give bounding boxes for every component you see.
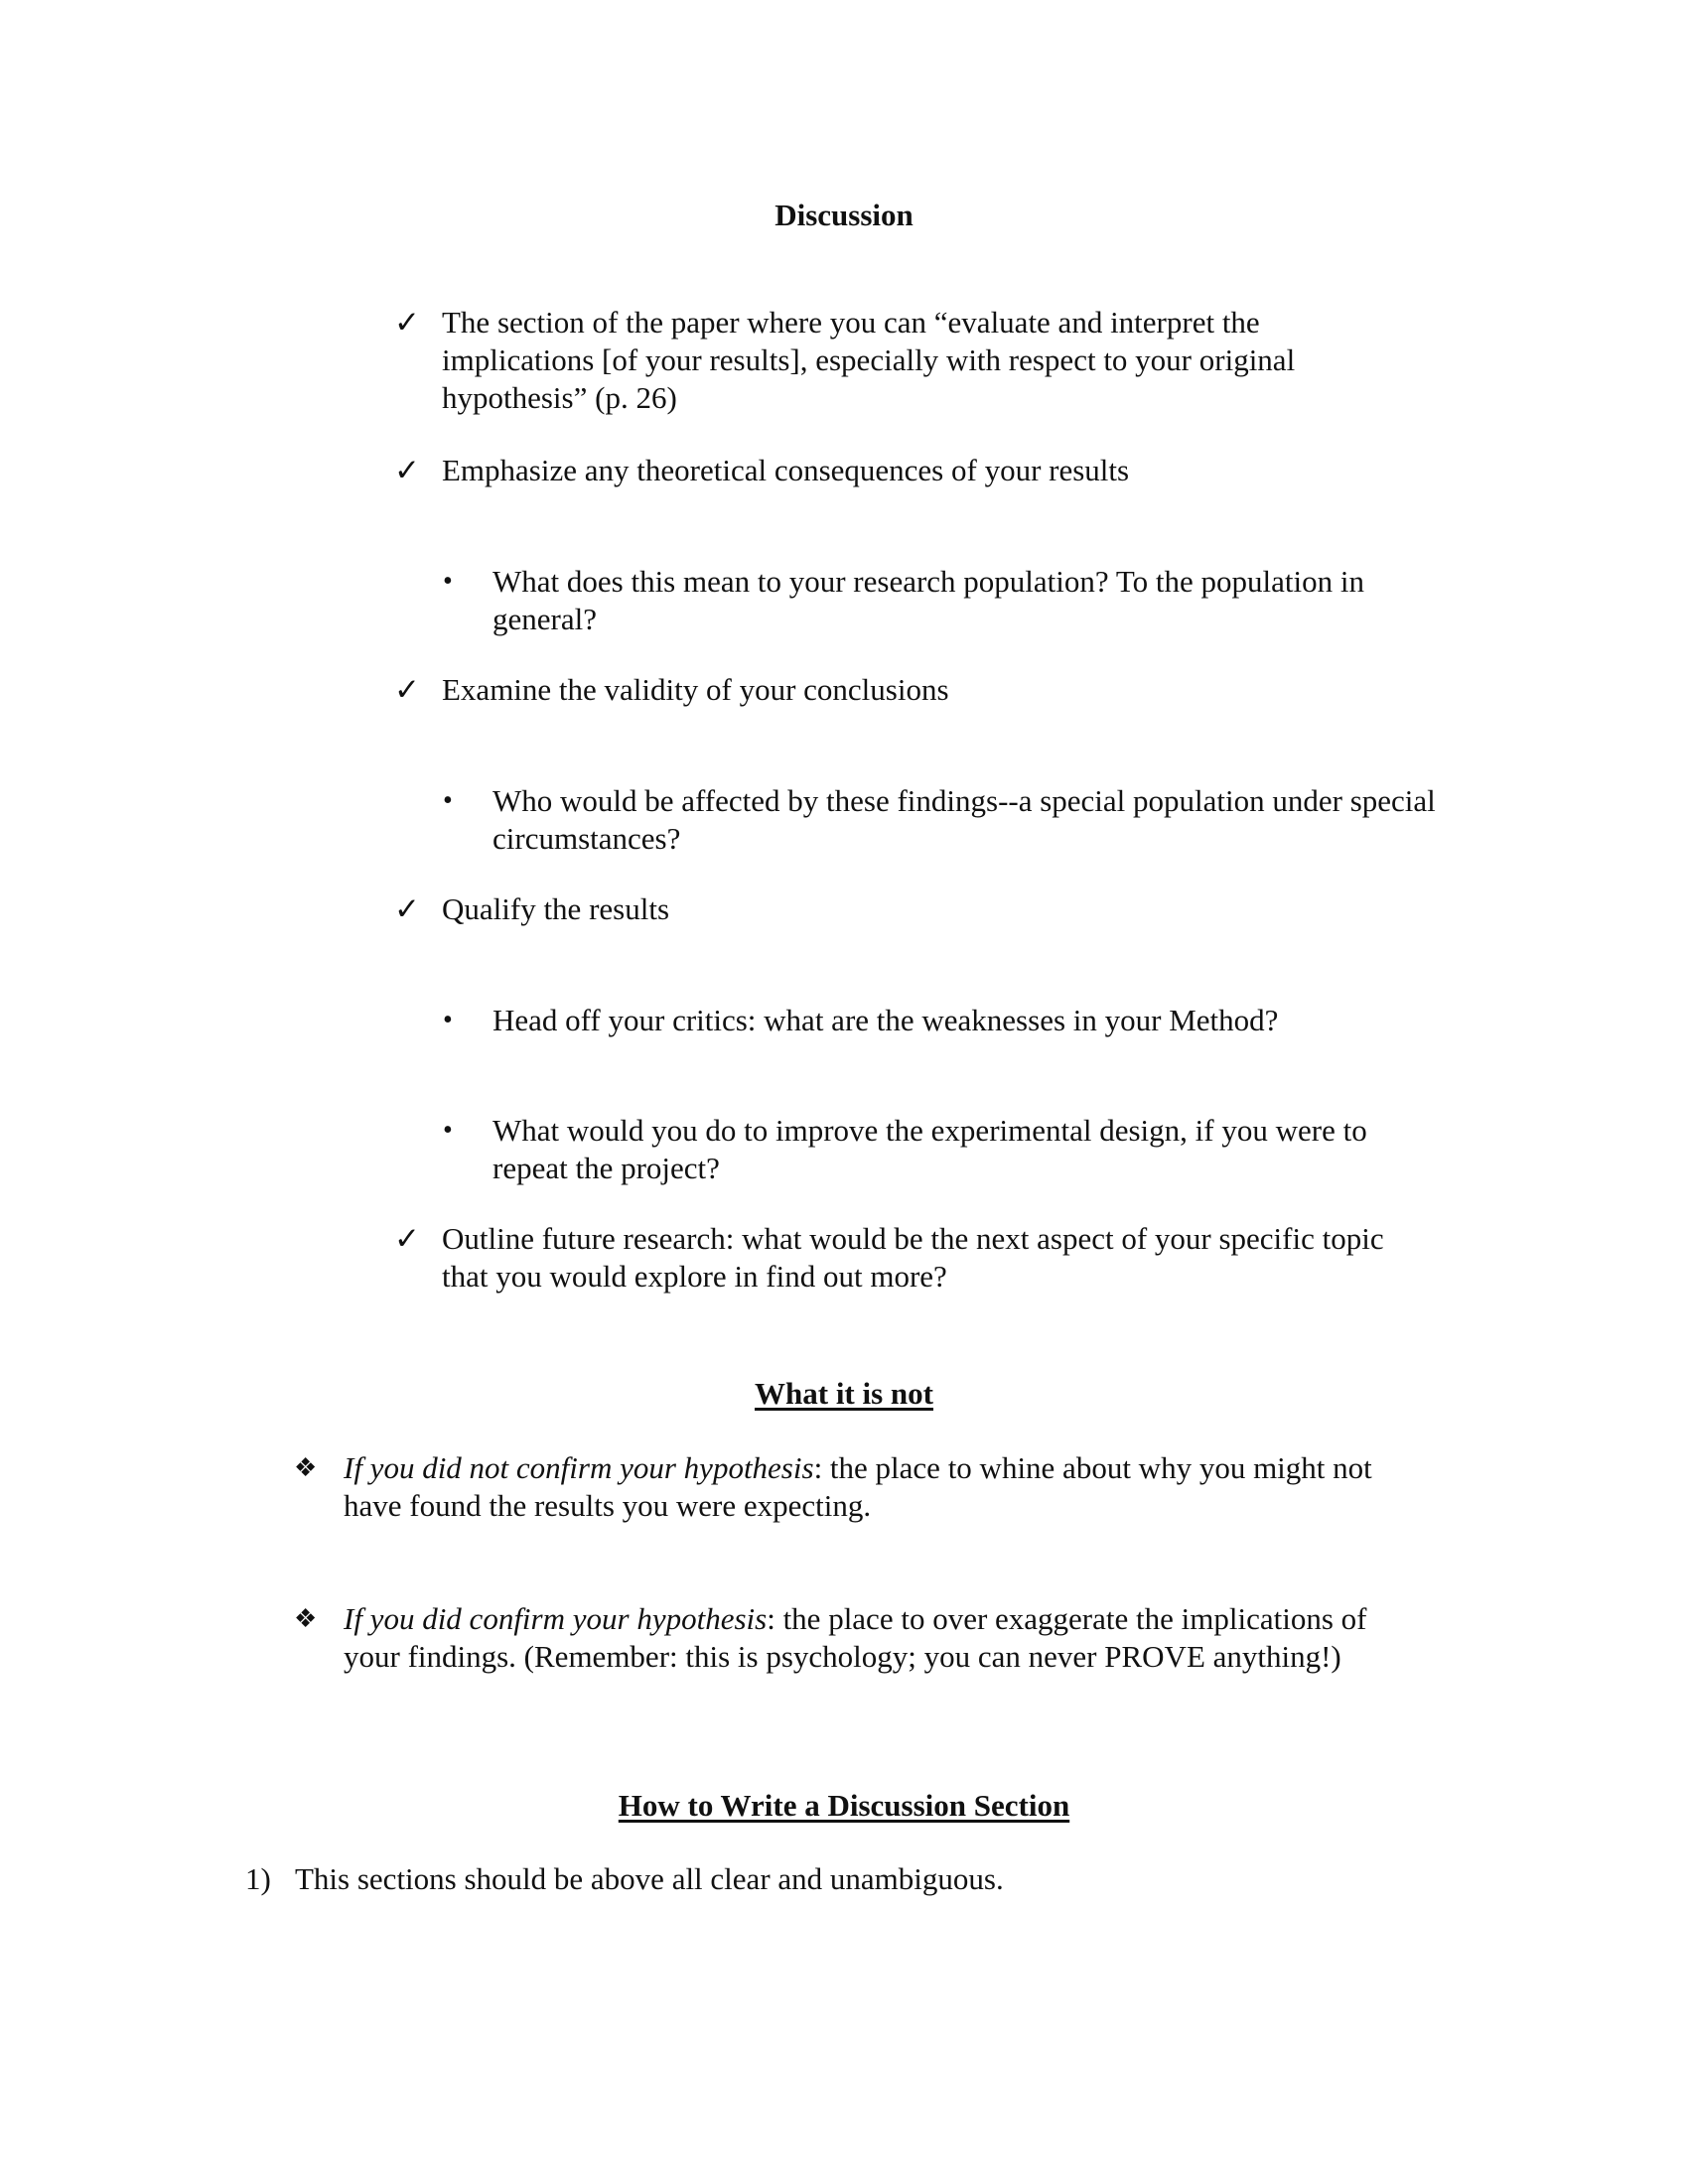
numbered-list-item-text: This sections should be above all clear and unambiguous. [295,1861,1004,1896]
section-heading-text: How to Write a Discussion Section [618,1788,1070,1823]
sub-bullet-text: What does this mean to your research population? To the population in general? [492,564,1364,636]
sub-bullet-item [443,563,1441,638]
check-icon: ✓ [394,305,420,340]
checklist-item [394,452,1385,489]
sub-bullet-item [443,1002,1441,1039]
check-icon: ✓ [394,672,420,707]
numbered-list-item [245,1860,1387,1898]
not-list-item-body: : the place to whine about why you might not have found the results you were expecting. [344,1450,1372,1523]
not-list-item [294,1449,1416,1525]
bullet-icon: • [443,566,453,597]
not-list-item [294,1600,1416,1676]
check-icon: ✓ [394,1221,420,1256]
checklist-item [394,1220,1385,1296]
section-heading-text: What it is not [755,1376,933,1411]
checklist-item-text: The section of the paper where you can “evaluate and interpret the implications [of your results], especially with respect to your original hypothesis” (p. 26) [442,305,1296,415]
bullet-icon: • [443,785,453,816]
sub-bullet-text: What would you do to improve the experimental design, if you were to repeat the project? [492,1113,1367,1185]
checklist-item-text: Qualify the results [442,891,670,926]
page-title-text: Discussion [774,198,914,232]
checklist-item [394,890,1385,928]
not-list-item-text [344,1449,1416,1525]
italic-condition: If you did not confirm your hypothesis [344,1450,814,1485]
checklist-item-text: Examine the validity of your conclusions [442,672,949,707]
check-icon: ✓ [394,453,420,487]
sub-bullet-item [443,782,1441,858]
bullet-icon: • [443,1005,453,1035]
diamond-bullet-icon: ❖ [294,1453,318,1482]
section-heading-how-to-write [0,1787,1688,1825]
sub-bullet-item [443,1112,1441,1187]
list-number: 1) [245,1861,271,1896]
sub-bullet-text: Who would be affected by these findings--a special population under special circumstances? [492,783,1436,856]
checklist-item [394,671,1385,709]
sub-bullet-text: Head off your critics: what are the weaknesses in your Method? [492,1003,1279,1037]
section-heading-what-it-is-not [0,1375,1688,1413]
diamond-bullet-icon: ❖ [294,1604,318,1633]
page-title [0,197,1688,234]
checklist-item [394,304,1385,417]
not-list-item-text [344,1600,1416,1676]
checklist-item-text: Outline future research: what would be the next aspect of your specific topic that you would explore in find out more? [442,1221,1384,1294]
not-list-item-body: : the place to over exaggerate the implications of your findings. (Remember: this is psychology; you can never PROVE anything!) [344,1601,1367,1674]
italic-condition: If you did confirm your hypothesis [344,1601,768,1636]
checklist-item-text: Emphasize any theoretical consequences of your results [442,453,1130,487]
bullet-icon: • [443,1115,453,1146]
check-icon: ✓ [394,891,420,926]
